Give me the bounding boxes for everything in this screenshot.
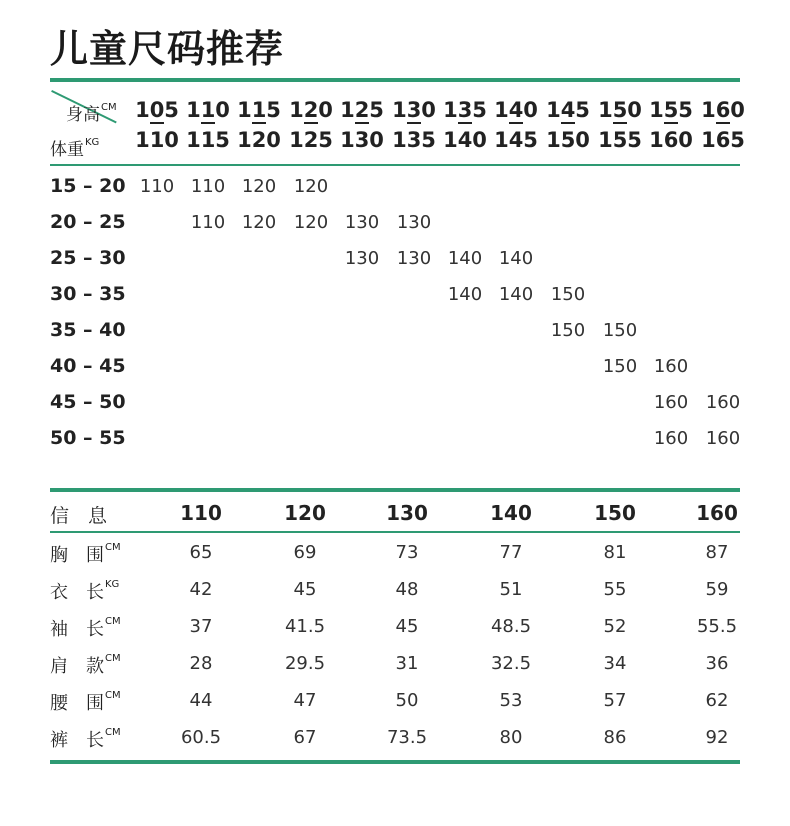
height-range-end: 165 xyxy=(701,128,745,152)
size-header: 120 xyxy=(284,501,326,525)
height-range-column xyxy=(698,98,748,152)
measurement-value: 87 xyxy=(705,542,729,563)
height-range-end: 135 xyxy=(392,128,436,152)
info-header-label: 信 息 xyxy=(50,505,108,527)
height-range-column xyxy=(132,98,182,152)
height-range-start: 115 xyxy=(237,98,281,122)
height-range-start: 125 xyxy=(340,98,384,122)
height-range-end: 110 xyxy=(135,128,179,152)
size-cell: 150 xyxy=(550,320,586,341)
size-cell: 110 xyxy=(190,176,226,197)
measurement-name: 腰 围 xyxy=(50,693,104,714)
measurement-unit: CM xyxy=(105,542,121,553)
size-header: 160 xyxy=(696,501,738,525)
weight-range-label: 45 – 50 xyxy=(50,391,126,413)
size-cell: 120 xyxy=(293,176,329,197)
measurement-value: 50 xyxy=(395,690,419,711)
measurement-value: 67 xyxy=(293,727,317,748)
measurement-label xyxy=(50,615,121,641)
measurement-value: 65 xyxy=(189,542,213,563)
measurement-value: 34 xyxy=(603,653,627,674)
height-label: 身高$^{CM}$ xyxy=(66,102,117,125)
height-range-end: 115 xyxy=(186,128,230,152)
measurement-value: 32.5 xyxy=(490,653,532,674)
size-header: 110 xyxy=(180,501,222,525)
range-dash xyxy=(407,122,421,124)
header-divider xyxy=(50,164,740,166)
measurement-value: 47 xyxy=(293,690,317,711)
measurement-name: 袖 长 xyxy=(50,619,104,640)
measurement-label xyxy=(50,652,121,678)
measure-top-rule xyxy=(50,488,740,492)
size-cell: 160 xyxy=(653,392,689,413)
height-range-start: 145 xyxy=(546,98,590,122)
top-rule xyxy=(50,78,740,82)
height-range-start: 120 xyxy=(289,98,333,122)
measurement-name: 胸 围 xyxy=(50,545,104,566)
height-range-end: 155 xyxy=(598,128,642,152)
size-cell: 140 xyxy=(498,284,534,305)
height-range-column xyxy=(595,98,645,152)
weight-range-label: 50 – 55 xyxy=(50,427,126,449)
measurement-value: 29.5 xyxy=(284,653,326,674)
measurement-value: 55 xyxy=(603,579,627,600)
measurement-value: 28 xyxy=(189,653,213,674)
range-dash xyxy=(716,122,730,124)
size-cell: 160 xyxy=(705,428,741,449)
measurement-value: 73.5 xyxy=(386,727,428,748)
measurement-value: 51 xyxy=(499,579,523,600)
height-range-end: 140 xyxy=(443,128,487,152)
size-cell: 130 xyxy=(344,212,380,233)
size-cell: 140 xyxy=(447,248,483,269)
measurement-value: 37 xyxy=(189,616,213,637)
range-dash xyxy=(509,122,523,124)
height-range-end: 120 xyxy=(237,128,281,152)
measurement-value: 45 xyxy=(395,616,419,637)
measure-header-divider xyxy=(50,531,740,533)
height-range-start: 130 xyxy=(392,98,436,122)
height-range-end: 150 xyxy=(546,128,590,152)
height-range-column xyxy=(389,98,439,152)
measurement-value: 62 xyxy=(705,690,729,711)
range-dash xyxy=(561,122,575,124)
measurement-value: 48 xyxy=(395,579,419,600)
measurement-value: 55.5 xyxy=(696,616,738,637)
height-range-start: 160 xyxy=(701,98,745,122)
measurement-value: 73 xyxy=(395,542,419,563)
height-range-column xyxy=(234,98,284,152)
size-cell: 160 xyxy=(705,392,741,413)
weight-range-label: 30 – 35 xyxy=(50,283,126,305)
size-cell: 150 xyxy=(550,284,586,305)
measurement-value: 52 xyxy=(603,616,627,637)
measurement-value: 69 xyxy=(293,542,317,563)
weight-range-label: 25 – 30 xyxy=(50,247,126,269)
height-range-column xyxy=(183,98,233,152)
height-range-start: 150 xyxy=(598,98,642,122)
height-range-column xyxy=(543,98,593,152)
measurement-label xyxy=(50,578,119,604)
measurement-name: 裤 长 xyxy=(50,730,104,751)
measurement-value: 41.5 xyxy=(284,616,326,637)
measurement-value: 31 xyxy=(395,653,419,674)
height-range-end: 125 xyxy=(289,128,333,152)
size-cell: 150 xyxy=(602,356,638,377)
height-range-start: 155 xyxy=(649,98,693,122)
measurement-value: 80 xyxy=(499,727,523,748)
measurement-value: 48.5 xyxy=(490,616,532,637)
weight-range-label: 35 – 40 xyxy=(50,319,126,341)
size-header: 130 xyxy=(386,501,428,525)
size-cell: 130 xyxy=(396,248,432,269)
weight-range-label: 15 – 20 xyxy=(50,175,126,197)
measurement-value: 36 xyxy=(705,653,729,674)
size-cell: 160 xyxy=(653,428,689,449)
measurement-name: 衣 长 xyxy=(50,582,104,603)
height-range-start: 105 xyxy=(135,98,179,122)
measurement-value: 45 xyxy=(293,579,317,600)
range-dash xyxy=(355,122,369,124)
page-title: 儿童尺码推荐 xyxy=(50,27,285,71)
size-cell: 110 xyxy=(190,212,226,233)
measurement-value: 60.5 xyxy=(180,727,222,748)
height-range-start: 110 xyxy=(186,98,230,122)
measurement-label xyxy=(50,726,121,752)
size-header: 150 xyxy=(594,501,636,525)
height-range-start: 135 xyxy=(443,98,487,122)
height-range-end: 145 xyxy=(494,128,538,152)
range-dash xyxy=(613,122,627,124)
bottom-rule xyxy=(50,760,740,764)
size-cell: 130 xyxy=(344,248,380,269)
measurement-value: 81 xyxy=(603,542,627,563)
measurement-label xyxy=(50,689,121,715)
measurement-unit: CM xyxy=(105,690,121,701)
size-cell: 130 xyxy=(396,212,432,233)
height-range-column xyxy=(646,98,696,152)
size-cell: 120 xyxy=(293,212,329,233)
size-cell: 140 xyxy=(447,284,483,305)
height-range-column xyxy=(286,98,336,152)
height-range-end: 160 xyxy=(649,128,693,152)
height-range-column xyxy=(440,98,490,152)
measurement-value: 53 xyxy=(499,690,523,711)
measurement-value: 57 xyxy=(603,690,627,711)
range-dash xyxy=(252,122,266,124)
size-cell: 150 xyxy=(602,320,638,341)
range-dash xyxy=(664,122,678,124)
size-header: 140 xyxy=(490,501,532,525)
size-cell: 160 xyxy=(653,356,689,377)
measurement-value: 59 xyxy=(705,579,729,600)
measurement-value: 86 xyxy=(603,727,627,748)
weight-label: 体重$^{KG}$ xyxy=(50,137,100,160)
weight-range-label: 40 – 45 xyxy=(50,355,126,377)
height-range-end: 130 xyxy=(340,128,384,152)
range-dash xyxy=(458,122,472,124)
range-dash xyxy=(304,122,318,124)
size-cell: 110 xyxy=(139,176,175,197)
measurement-unit: KG xyxy=(105,579,120,590)
height-range-column xyxy=(337,98,387,152)
measurement-unit: CM xyxy=(105,653,121,664)
measurement-value: 44 xyxy=(189,690,213,711)
measurement-unit: CM xyxy=(105,727,121,738)
measurement-value: 92 xyxy=(705,727,729,748)
height-range-column xyxy=(491,98,541,152)
size-cell: 120 xyxy=(241,176,277,197)
height-range-start: 140 xyxy=(494,98,538,122)
range-dash xyxy=(201,122,215,124)
measurement-value: 77 xyxy=(499,542,523,563)
weight-range-label: 20 – 25 xyxy=(50,211,126,233)
size-cell: 140 xyxy=(498,248,534,269)
measurement-value: 42 xyxy=(189,579,213,600)
measurement-label xyxy=(50,541,121,567)
measurement-unit: CM xyxy=(105,616,121,627)
size-cell: 120 xyxy=(241,212,277,233)
range-dash xyxy=(150,122,164,124)
measurement-name: 肩 款 xyxy=(50,656,104,677)
